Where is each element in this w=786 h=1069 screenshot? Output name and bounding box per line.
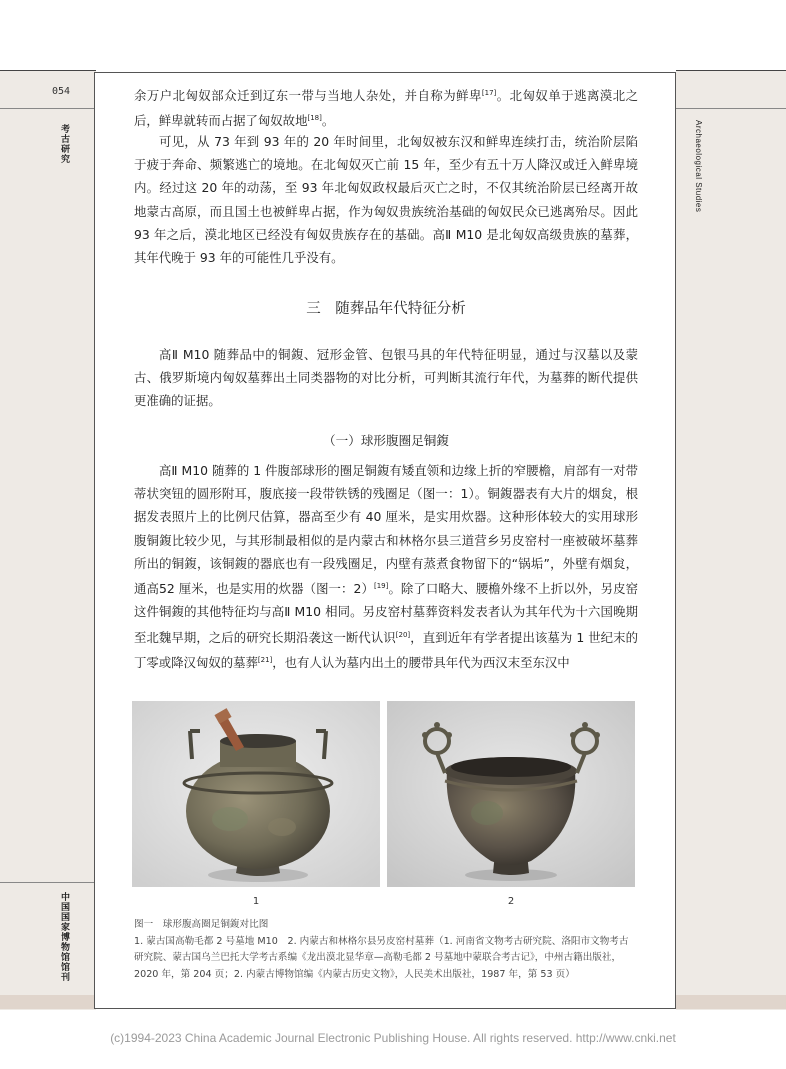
figure-caption <box>134 917 638 983</box>
footnote-ref[interactable]: [19] <box>373 582 389 591</box>
section-heading: 三 随葬品年代特征分析 <box>306 301 466 317</box>
right-margin-band <box>676 70 786 1010</box>
paragraph-2 <box>134 130 638 269</box>
subsection-heading: （一）球形腹圈足铜鍑 <box>323 433 449 448</box>
page-number: 054 <box>52 86 71 97</box>
left-bottom-label: 中国国家博物馆馆刊 <box>59 892 69 982</box>
paragraph-3 <box>134 343 638 413</box>
text-run: 。 <box>321 113 335 129</box>
text-run: ，直到近年有学者提出该墓为 1 世纪末的丁零或降汉匈奴的墓葬 <box>134 629 639 670</box>
caption-body: 1. 蒙古国高勒毛都 2 号墓地 M10 2. 内蒙古和林格尔县另皮窑村墓葬（1. 河南省文物考古研究院、洛阳市文物考古研究院、蒙古国乌兰巴托大学考古系编《龙出漠北显华章—高勒毛都 2 号墓地中蒙联合考古记》，中州古籍出版社，2020 年，第 204 页；2. 内蒙古博物馆编《内蒙古历史文物》，人民美术出版社，1987 年，第 53 页） <box>134 935 629 980</box>
footnote-ref[interactable]: [21] <box>257 655 273 664</box>
figure-photo-1 <box>132 701 380 887</box>
left-journal-label: 考古研究 <box>59 124 69 164</box>
paragraph-continuation <box>134 82 638 133</box>
text-run: 高Ⅱ M10 随葬的 1 件腹部球形的圈足铜鍑有矮直领和边缘上折的窄腰檐，肩部有一对带蒂状突钮的圆形附耳，腹底接一段带铁锈的残圈足（图一：1）。铜鍑器表有大片的烟炱，根据发表照片上的比例尺估算，器高至少有 40 厘米，是实用炊器。这种形体较大的实用球形腹铜鍑比较少见，与其形制最相似的是内蒙古和林格尔县三道营乡另皮窑村一座被破坏墓葬所出的铜鍑，该铜鍑的器底也有一段残圈足，内壁有蒸煮食物留下的“锅垢”，外壁有烟炱，通高52 厘米，也是实用的炊器（图一：2） <box>134 463 638 597</box>
text-run: 。北匈奴单于逃离漠北之 <box>496 88 639 104</box>
caption-title: 图一 球形腹高圈足铜鍑对比图 <box>134 919 269 930</box>
right-journal-label: Archaeological Studies <box>694 120 703 213</box>
footnote-ref[interactable]: [18] <box>307 114 322 123</box>
figure-photo-2 <box>387 701 635 887</box>
photo-1-number: 1 <box>252 896 260 907</box>
copyright-footer: (c)1994-2023 China Academic Journal Electronic Publishing House. All rights reserved. http://www.cnki.net <box>110 1031 676 1045</box>
top-right-rule <box>676 70 786 71</box>
left-lower-divider <box>0 882 96 883</box>
left-header-divider <box>0 108 96 109</box>
left-margin-band <box>0 70 96 1010</box>
top-left-rule <box>0 70 96 71</box>
left-bottom-strip <box>0 995 96 1009</box>
paragraph-text: 可见，从 73 年到 93 年的 20 年时间里，北匈奴被东汉和鲜卑连续打击，统治阶层陷于疲于奔命、频繁逃亡的境地。在北匈奴灭亡前 15 年，至少有五十万人降汉或迁入鲜卑境内。经过这 20 年的动荡，至 93 年北匈奴政权最后灭亡之时，不仅其统治阶层已经离开故地蒙古高原，而且国土也被鲜卑占据，作为匈奴贵族统治基础的匈奴民众已逃离殆尽。因此 93 年之后，漠北地区已经没有匈奴贵族存在的基础。高Ⅱ M10 是北匈奴高级贵族的墓葬，其年代晚于 93 年的可能性几乎没有。 <box>134 134 638 266</box>
text-run: 余万户北匈奴部众迁到辽东一带与当地人杂处，并自称为鲜卑 <box>134 88 482 104</box>
right-header-divider <box>676 108 786 109</box>
text-run: 后，鲜卑就转而占据了匈奴故地 <box>134 113 308 129</box>
right-bottom-strip <box>676 995 786 1009</box>
paragraph-4 <box>134 459 638 674</box>
paragraph-text <box>134 459 638 674</box>
paragraph-line <box>134 82 638 133</box>
bronze-cauldron-2-image <box>387 701 635 887</box>
bronze-cauldron-1-image <box>132 701 380 887</box>
footnote-ref[interactable]: [20] <box>395 630 411 639</box>
photo-2-number: 2 <box>507 896 515 907</box>
footnote-ref[interactable]: [17] <box>481 89 497 97</box>
paragraph-text: 高Ⅱ M10 随葬品中的铜鍑、冠形金管、包银马具的年代特征明显，通过与汉墓以及蒙古、俄罗斯境内匈奴墓葬出土同类器物的对比分析，可判断其流行年代，为墓葬的断代提供更准确的证据。 <box>134 347 638 409</box>
text-run: 。除了口略大、腰檐外缘不上折以外，另皮窑这件铜鍑的其他特征均与高Ⅱ M10 相同。另皮窑村墓葬资料发表者认为其年代为十六国晚期至北魏早期，之后的研究长期沿袭这一断代认识 <box>134 581 639 645</box>
text-run: ，也有人认为墓内出土的腰带具年代为西汉末至东汉中 <box>272 655 570 670</box>
